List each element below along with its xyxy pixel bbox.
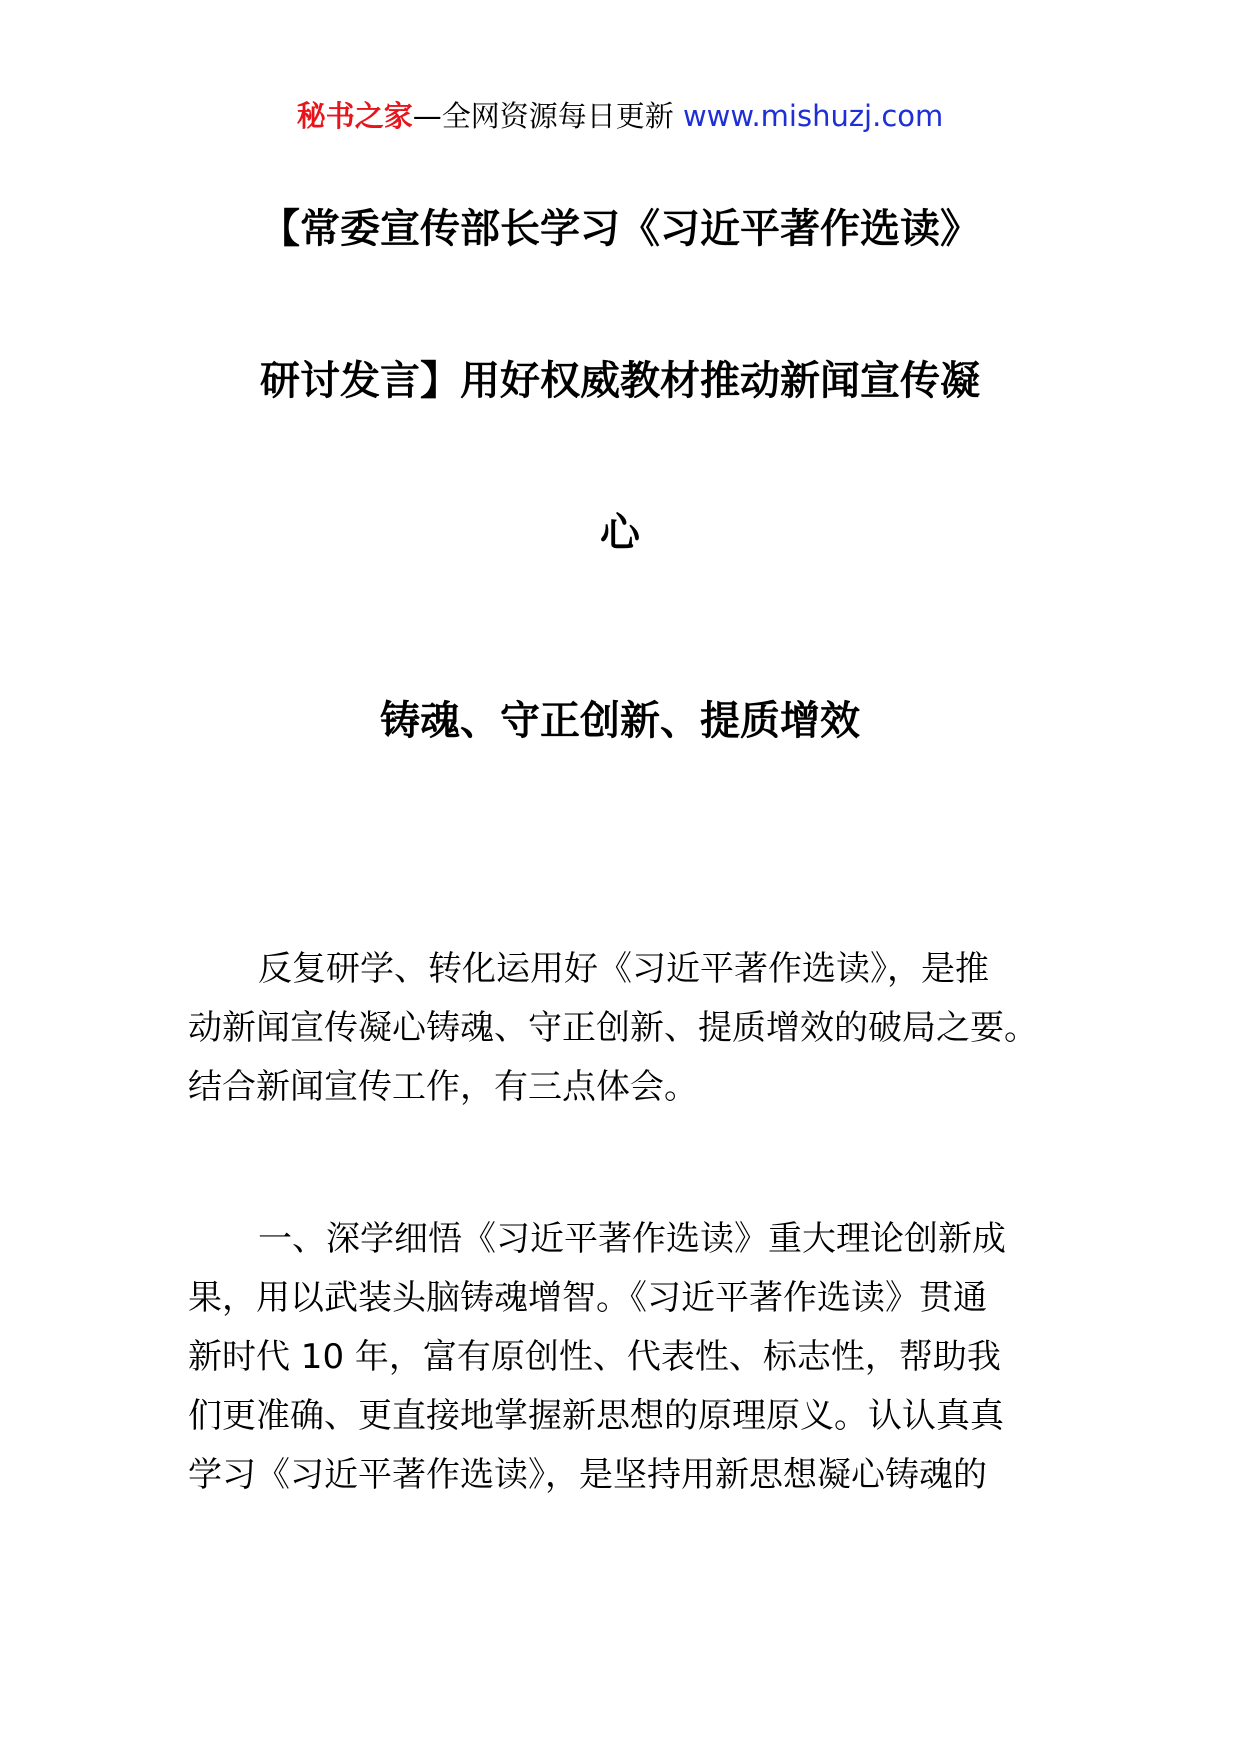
paragraph-line: 动新闻宣传凝心铸魂、守正创新、提质增效的破局之要。 bbox=[188, 1008, 1038, 1048]
paragraph-line: 新时代 10 年，富有原创性、代表性、标志性，帮助我 bbox=[188, 1337, 1001, 1377]
paragraph-line: 反复研学、转化运用好《习近平著作选读》，是推 bbox=[258, 949, 989, 989]
title-line-2: 研讨发言】用好权威教材推动新闻宣传凝 bbox=[260, 358, 980, 404]
header-tagline: —全网资源每日更新 bbox=[412, 99, 674, 133]
site-header bbox=[0, 96, 1240, 136]
paragraph-line: 果，用以武装头脑铸魂增智。《习近平著作选读》贯通 bbox=[188, 1278, 987, 1318]
title-line-3: 心 bbox=[600, 510, 640, 556]
paragraph-line: 们更准确、更直接地掌握新思想的原理原义。认认真真 bbox=[188, 1396, 1004, 1436]
title-line-4: 铸魂、守正创新、提质增效 bbox=[380, 698, 860, 744]
paragraph-line: 结合新闻宣传工作，有三点体会。 bbox=[188, 1067, 698, 1107]
brand-name: 秘书之家 bbox=[296, 99, 413, 133]
paragraph-section-one bbox=[188, 1210, 1060, 1505]
paragraph-line: 学习《习近平著作选读》，是坚持用新思想凝心铸魂的 bbox=[188, 1455, 987, 1495]
site-url-link[interactable]: www.mishuzj.com bbox=[682, 99, 944, 133]
paragraph-intro bbox=[188, 940, 1060, 1117]
paragraph-line: 一、深学细悟《习近平著作选读》重大理论创新成 bbox=[258, 1219, 1006, 1259]
title-line-1: 【常委宣传部长学习《习近平著作选读》 bbox=[260, 206, 980, 252]
